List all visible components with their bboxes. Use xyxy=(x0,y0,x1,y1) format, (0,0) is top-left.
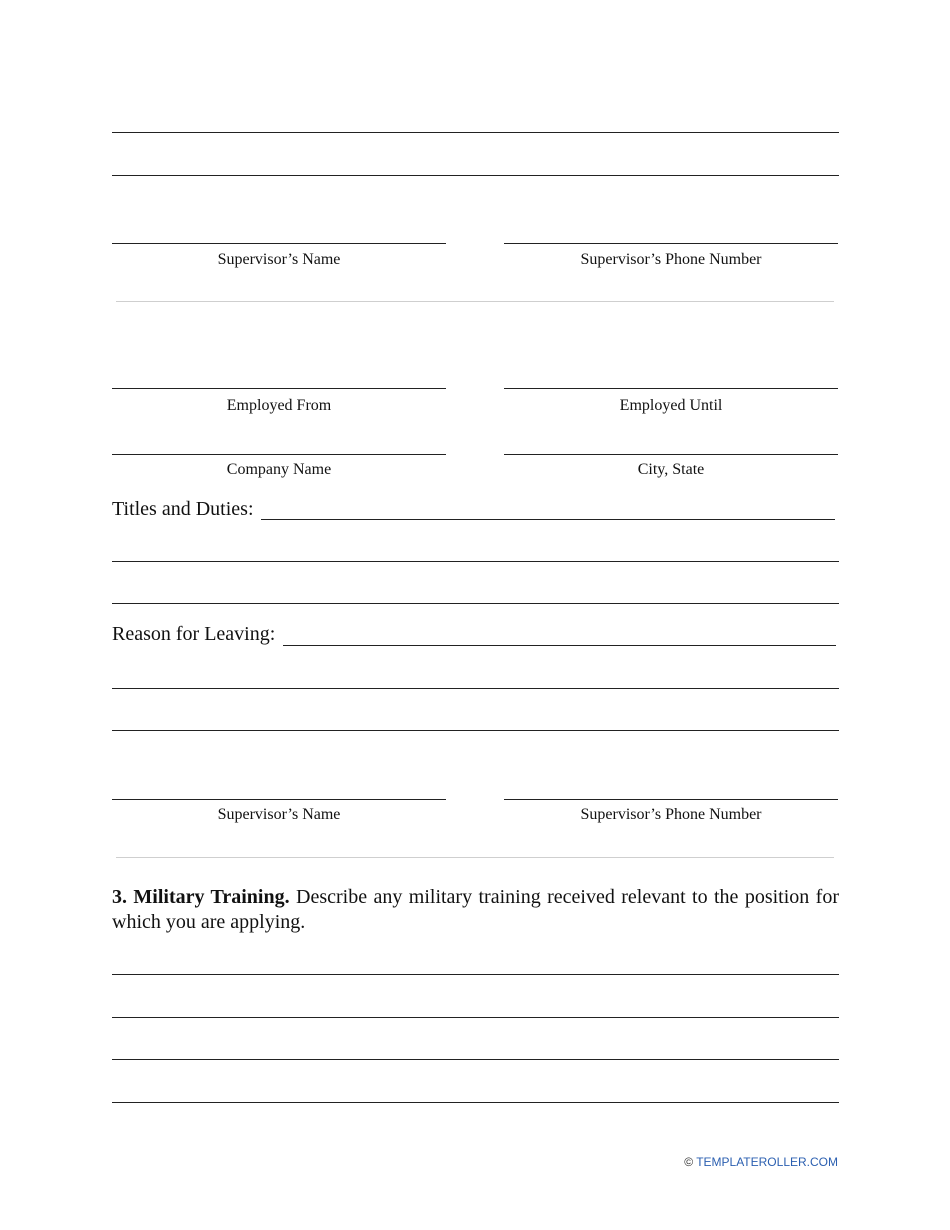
copyright-symbol: © xyxy=(684,1155,694,1169)
military-training-text: Describe any military training received relevant to the position for which you are applying. xyxy=(112,886,839,933)
reason-leaving-line[interactable] xyxy=(283,645,836,646)
answer-line[interactable] xyxy=(112,561,839,562)
military-answer-line[interactable] xyxy=(112,1059,839,1060)
templateroller-link[interactable]: TEMPLATEROLLER.COM xyxy=(696,1155,838,1169)
employed-until-line[interactable] xyxy=(504,388,838,389)
supervisor-name-line[interactable] xyxy=(112,243,446,244)
supervisor-phone-line[interactable] xyxy=(504,799,838,800)
titles-duties-line[interactable] xyxy=(261,519,835,520)
employed-from-caption: Employed From xyxy=(226,397,332,414)
supervisor-phone-line[interactable] xyxy=(504,243,838,244)
reason-leaving-label: Reason for Leaving: xyxy=(112,623,276,645)
footer-credit xyxy=(684,1155,838,1169)
military-answer-line[interactable] xyxy=(112,1017,839,1018)
employed-until-caption: Employed Until xyxy=(619,397,723,414)
section-divider xyxy=(116,857,834,858)
answer-line[interactable] xyxy=(112,730,839,731)
military-answer-line[interactable] xyxy=(112,974,839,975)
answer-line[interactable] xyxy=(112,688,839,689)
supervisor-name-caption: Supervisor’s Name xyxy=(217,251,341,268)
city-state-line[interactable] xyxy=(504,454,838,455)
supervisor-name-caption: Supervisor’s Name xyxy=(217,806,341,823)
titles-duties-label: Titles and Duties: xyxy=(112,498,254,520)
answer-line[interactable] xyxy=(112,175,839,176)
supervisor-phone-caption: Supervisor’s Phone Number xyxy=(580,806,762,823)
military-answer-line[interactable] xyxy=(112,1102,839,1103)
military-training-heading: 3. Military Training. xyxy=(112,886,290,908)
section-divider xyxy=(116,301,834,302)
company-name-line[interactable] xyxy=(112,454,446,455)
employed-from-line[interactable] xyxy=(112,388,446,389)
answer-line[interactable] xyxy=(112,132,839,133)
answer-line[interactable] xyxy=(112,603,839,604)
city-state-caption: City, State xyxy=(637,461,705,478)
supervisor-phone-caption: Supervisor’s Phone Number xyxy=(580,251,762,268)
supervisor-name-line[interactable] xyxy=(112,799,446,800)
military-training-prompt xyxy=(112,885,839,935)
company-name-caption: Company Name xyxy=(226,461,332,478)
